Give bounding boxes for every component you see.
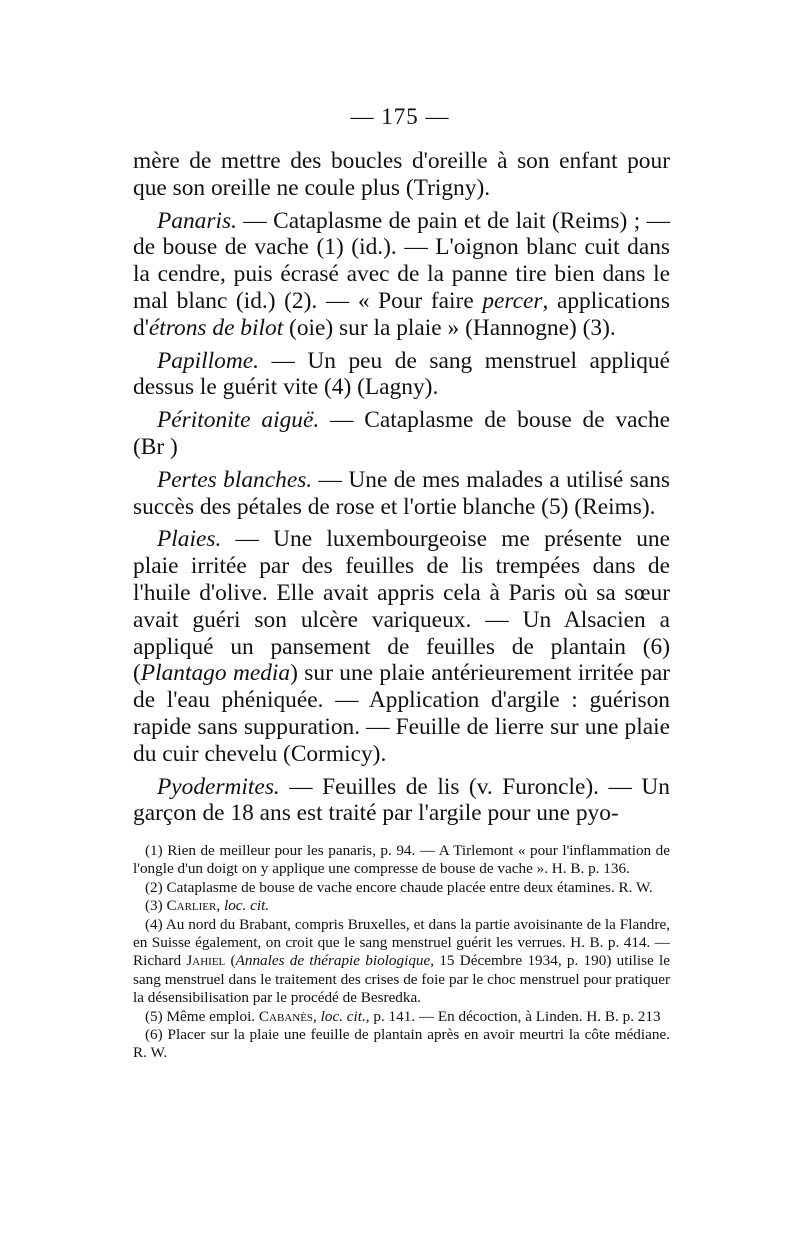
entry-text: — Feuilles de lis (v. Furoncle). — Un garçon de 18 ans est traité par l'argile pour une pyo- — [133, 773, 670, 827]
footnote-2 — [133, 879, 670, 897]
page-number: — 175 — — [350, 104, 450, 129]
footnotes — [133, 842, 670, 1063]
footnote-text: (4) Au nord du Brabant, compris Bruxelles, et dans la partie avoisinante de la Flandre, en Suisse également, on croit que le sang menstruel guérit les verrues. H. B. p. 414. — Richard — [133, 915, 670, 970]
entry-term: Plaies. — [157, 526, 222, 553]
footnote-author: Carlier — [166, 897, 217, 915]
footnote-text-italic: Annales de thérapie biologique — [235, 952, 431, 970]
footnote-1 — [133, 842, 670, 879]
entry-text-italic: Plantago media — [140, 660, 291, 687]
entry-text: — Une de mes malades a utilisé sans succès des pétales de rose et l'ortie blanche (5) (Reims). — [133, 466, 670, 520]
footnote-text: , 15 Décembre 1934, p. 190) utilise le sang menstruel dans le traitement des crises de foie par le choc menstruel pour pratiquer la désensibilisation par le procédé de Besredka. — [133, 952, 671, 1007]
entry-papillome — [133, 348, 670, 402]
footnote-text-italic: loc. cit. — [320, 1007, 366, 1025]
footnote-text: (5) Même emploi. — [145, 1007, 259, 1025]
paragraph-continuation — [133, 148, 670, 202]
footnote-text: , — [216, 897, 224, 915]
footnote-5 — [133, 1008, 670, 1026]
entry-text: ) sur une plaie antérieurement irritée par de l'eau phéniquée. — Application d'argile : guérison rapide sans suppuration. — Feuille de lierre sur une plaie du cuir chevelu (Cormicy). — [133, 660, 670, 767]
entry-text: — Cataplasme de bouse de vache (Br ) — [133, 407, 671, 460]
entry-term: Papillome. — [157, 347, 259, 374]
footnote-author: Cabanès — [258, 1007, 314, 1025]
footnote-text-italic: loc. cit. — [223, 897, 270, 915]
paragraph-text: mère de mettre des boucles d'oreille à son enfant pour que son oreille ne coule plus (Trigny). — [133, 148, 670, 201]
entry-term: Panaris. — [157, 207, 237, 234]
footnote-text: (1) Rien de meilleur pour les panaris, p. 94. — A Tirlemont « pour l'inflammation de l'ongle d'un doigt on y applique une compresse de bouse de vache ». H. B. p. 136. — [133, 842, 670, 878]
entry-text: — Cataplasme de pain et de lait (Reims) ; — de bouse de vache (1) (id.). — L'oignon blanc cuit dans la cendre, puis écrasé avec de la panne tire bien dans le mal blanc (id.) (2). — « Pour faire — [133, 207, 670, 314]
footnote-text: , p. 141. — En décoction, à Linden. H. B. p. 213 — [365, 1007, 661, 1025]
entry-plaies — [133, 526, 670, 767]
entry-term: Pyodermites. — [157, 773, 280, 800]
footnote-text: (6) Placer sur la plaie une feuille de plantain après en avoir meurtri la côte médiane. R. W. — [133, 1026, 670, 1062]
footnote-3 — [133, 897, 670, 915]
entry-peritonite — [133, 407, 670, 461]
entry-panaris — [133, 208, 670, 342]
footnote-author: Jahiel — [186, 952, 226, 970]
footnote-text: , — [313, 1007, 321, 1025]
entry-text: — Un peu de sang menstruel appliqué dessus le guérit vite (4) (Lagny). — [133, 347, 670, 401]
entry-term: Péritonite aiguë. — [157, 407, 320, 434]
entry-text-italic: étrons de bilot — [148, 314, 284, 341]
footnote-text: (3) — [145, 897, 167, 915]
footnote-text: ( — [225, 952, 236, 970]
body-text — [133, 148, 670, 827]
entry-text: , applications d' — [133, 287, 670, 341]
entry-pertes-blanches — [133, 467, 670, 521]
entry-text: (oie) sur la plaie » (Hannogne) (3). — [283, 314, 616, 341]
footnote-6 — [133, 1026, 670, 1063]
footnote-4 — [133, 916, 670, 1008]
footnote-text: (2) Cataplasme de bouse de vache encore chaude placée entre deux étamines. R. W. — [145, 878, 653, 896]
entry-pyodermites — [133, 774, 670, 828]
entry-text: — Une luxembourgeoise me présente une plaie irritée par des feuilles de lis trempées dans de l'huile d'olive. Elle avait appris cela à Paris où sa sœur avait guéri son ulcère variqueux. — Un Alsacien a appliqué un pansement de feuilles de plantain (6) ( — [133, 526, 670, 687]
entry-term: Pertes blanches. — [157, 466, 313, 493]
entry-text-italic: percer — [482, 287, 543, 314]
